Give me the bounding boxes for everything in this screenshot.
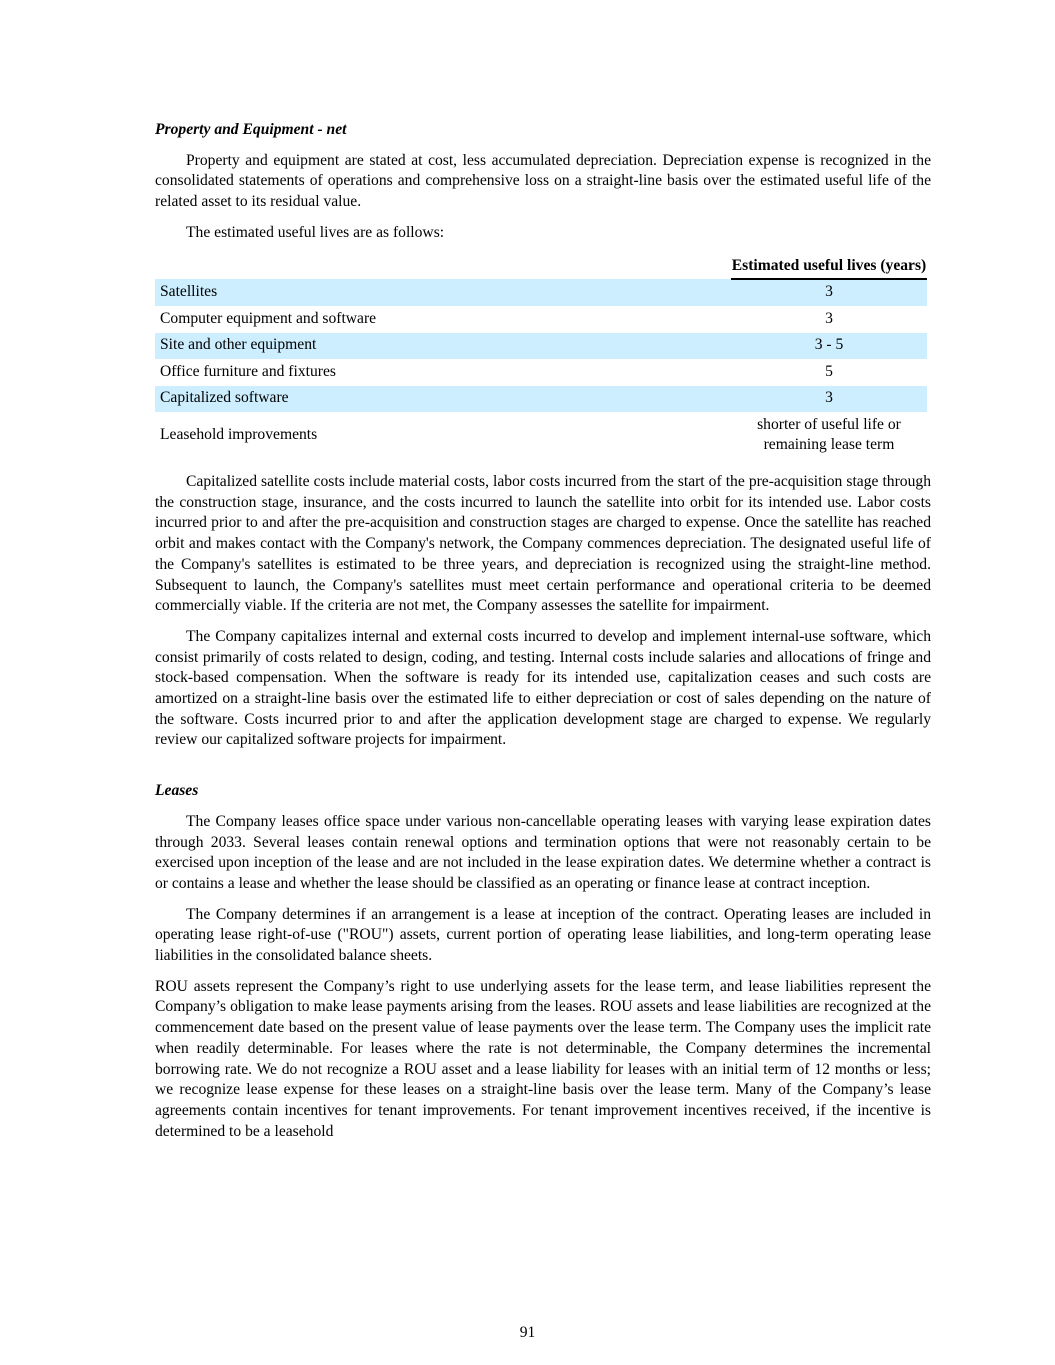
row-value: 3 <box>731 386 927 413</box>
row-label: Site and other equipment <box>155 333 731 360</box>
paragraph: The estimated useful lives are as follows: <box>186 223 445 241</box>
table-row <box>155 412 927 458</box>
paragraph: The Company leases office space under various non-cancellable operating leases with varying lease expiration dates through 2033. Several leases contain renewal options and termination options that were not reasonably certain to be exercised upon inception of the lease and are not included in the lease expiration dates. We determine whether a contract is or contains a lease and whether the lease should be classified as an operating or finance lease at contract inception. <box>155 812 931 892</box>
row-label: Office furniture and fixtures <box>160 362 336 380</box>
row-value: 3 <box>825 309 833 327</box>
column-header: Estimated useful lives (years) <box>731 254 927 279</box>
row-label: Capitalized software <box>155 386 731 413</box>
table-row <box>155 333 927 360</box>
page-number: 91 <box>519 1324 536 1341</box>
paragraph: Property and equipment are stated at cost, less accumulated depreciation. Depreciation expense is recognized in the consolidated statements of operations and comprehensive loss on a straight-line basis over the estimated useful life of the related asset to its residual value. <box>155 151 931 211</box>
table-header-row <box>155 254 927 279</box>
table-row <box>155 359 927 386</box>
section-title-property: Property and Equipment - net <box>155 121 347 138</box>
row-value: 3 <box>731 279 927 307</box>
row-label: Computer equipment and software <box>160 309 377 327</box>
row-label: Satellites <box>155 279 731 307</box>
row-value: 3 - 5 <box>731 333 927 360</box>
document-page <box>155 120 931 1152</box>
paragraph: The Company capitalizes internal and external costs incurred to develop and implement internal-use software, which consist primarily of costs related to design, coding, and testing. Internal costs include salaries and allocations of fringe and stock-based compensation. When the software is ready for its intended use, capitalization ceases and such costs are amortized on a straight-line basis over the estimated life to either depreciation or cost of sales depending on the nature of the software. Costs incurred prior to and after the application development stage are charged to expense. We regularly review our capitalized software projects for impairment. <box>155 627 931 749</box>
paragraph: Capitalized satellite costs include material costs, labor costs incurred from the start of the pre-acquisition stage through the construction stage, insurance, and the costs incurred to launch the satellite into orbit for its intended use. Labor costs incurred prior to and after the pre-acquisition and construction stages are charged to expense. Once the satellite has reached orbit and makes contact with the Company's network, the Company commences depreciation. The designated useful life of the Company's satellites is estimated to be three years, and depreciation is recognized using the straight-line method. Subsequent to launch, the Company's satellites must meet certain performance and operational criteria to be deemed commercially viable. If the criteria are not met, the Company assesses the satellite for impairment. <box>155 473 931 615</box>
table-row <box>155 279 927 307</box>
row-value: shorter of useful life or remaining lease term <box>757 416 901 454</box>
paragraph: ROU assets represent the Company’s right to use underlying assets for the lease term, and lease liabilities represent the Company’s obligation to make lease payments arising from the leases. ROU assets and lease liabilities are recognized at the commencement date based on the present value of lease payments over the lease term. The Company uses the implicit rate when readily determinable. For leases where the rate is not determinable, the Company determines the incremental borrowing rate. We do not recognize a ROU asset and a lease liability for leases with an initial term of 12 months or less; we recognize lease expense for these leases on a straight-line basis over the lease term. Many of the Company’s lease agreements contain incentives for tenant improvements. For tenant improvement incentives received, if the incentive is determined to be a leasehold <box>155 977 931 1140</box>
useful-lives-table <box>155 254 927 459</box>
section-title-leases: Leases <box>155 782 199 800</box>
paragraph: The Company determines if an arrangement is a lease at inception of the contract. Operating leases are included in operating lease right-of-use ("ROU") assets, current portion of operating lease liabilities, and long-term operating lease liabilities in the consolidated balance sheets. <box>155 905 931 965</box>
row-label: Leasehold improvements <box>160 426 318 444</box>
table-row <box>155 306 927 333</box>
row-value: 5 <box>825 362 833 380</box>
table-row <box>155 386 927 413</box>
